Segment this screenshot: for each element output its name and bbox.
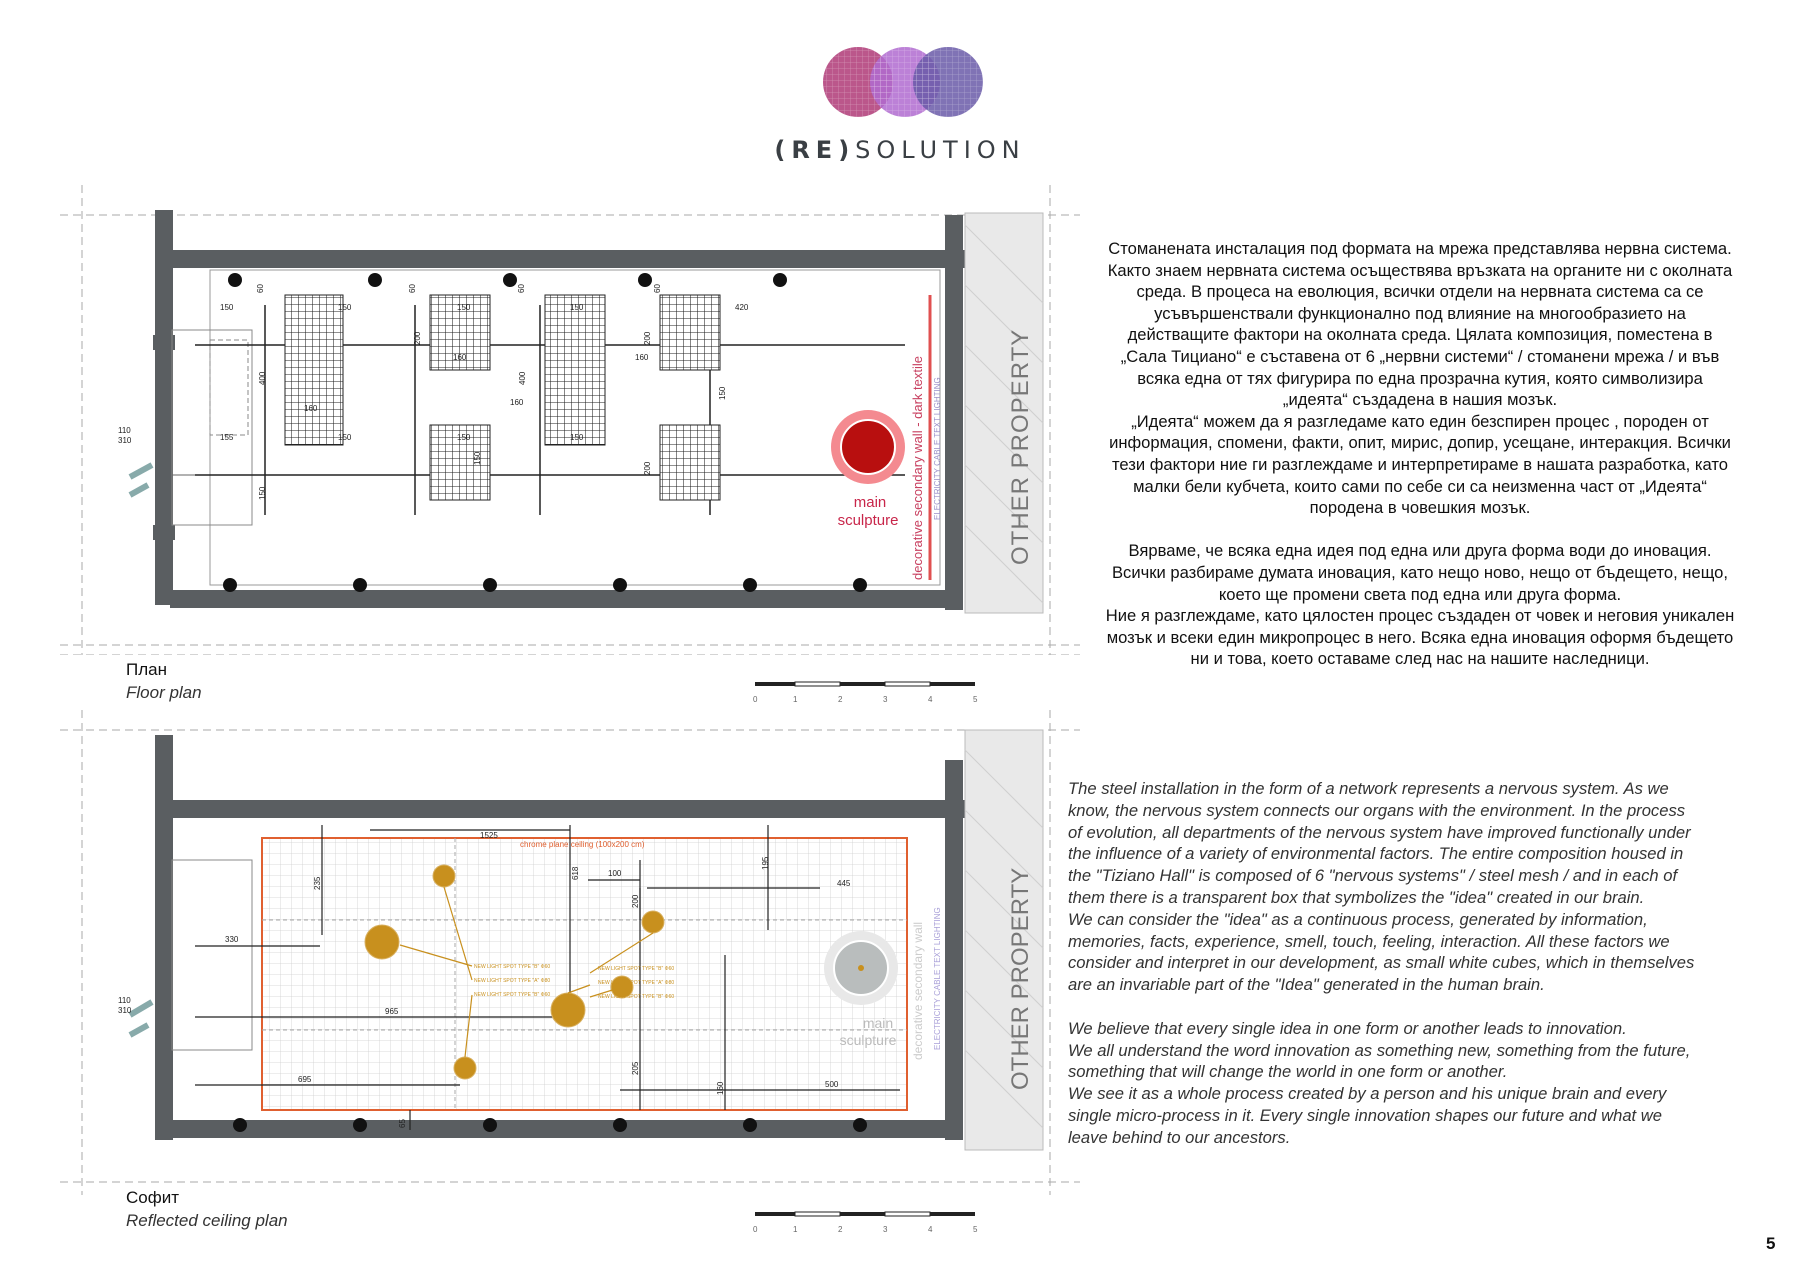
svg-text:420: 420 xyxy=(735,303,749,312)
brand-name: (RE)SOLUTION xyxy=(774,136,1026,164)
light-spot-3 xyxy=(454,1057,476,1079)
steel-mesh-1 xyxy=(285,295,343,445)
svg-text:2: 2 xyxy=(838,695,843,704)
sculpture-label-1: main xyxy=(853,494,887,511)
svg-text:150: 150 xyxy=(220,303,234,312)
decorative-wall-label-2: decorative secondary wall xyxy=(911,921,925,1060)
svg-text:110: 110 xyxy=(118,996,131,1005)
light-spot-5 xyxy=(642,911,664,933)
svg-text:60: 60 xyxy=(256,284,265,293)
svg-text:400: 400 xyxy=(518,371,527,385)
light-spot-2 xyxy=(433,865,455,887)
scale-bar-1 xyxy=(745,680,985,708)
svg-text:150: 150 xyxy=(338,303,352,312)
ceiling-plan-label-bg: Софит xyxy=(126,1188,180,1207)
svg-text:60: 60 xyxy=(408,284,417,293)
svg-text:155: 155 xyxy=(220,433,234,442)
sculpture-ghost-label-1: main xyxy=(862,1015,894,1031)
svg-text:150: 150 xyxy=(718,386,727,400)
svg-text:500: 500 xyxy=(825,1080,839,1089)
svg-text:60: 60 xyxy=(517,284,526,293)
svg-text:160: 160 xyxy=(510,398,524,407)
sculpture-ghost-label-2: sculpture xyxy=(839,1032,897,1048)
svg-text:400: 400 xyxy=(258,371,267,385)
svg-text:3: 3 xyxy=(883,1225,888,1234)
svg-text:160: 160 xyxy=(716,1081,725,1095)
main-sculpture xyxy=(841,420,895,474)
svg-text:150: 150 xyxy=(570,433,584,442)
brand-logo xyxy=(820,44,990,120)
other-property-label: OTHER PROPERTY xyxy=(1007,328,1034,565)
svg-text:5: 5 xyxy=(973,695,978,704)
svg-text:0: 0 xyxy=(753,1225,758,1234)
svg-text:195: 195 xyxy=(761,856,770,870)
ceiling-plan-label-en: Reflected ceiling plan xyxy=(126,1211,288,1230)
svg-text:100: 100 xyxy=(608,869,622,878)
svg-text:150: 150 xyxy=(338,433,352,442)
description-english: The steel installation in the form of a network represents a nervous system. As we know, the nervous system connects our organs with the environment. In the process of evolution, all departments of the nervous system have improved functionally under the influence of a variety of environmental factors. The entire composition housed in the "Tiziano Hall" is composed of 6 "nervous systems" / steel mesh / and in each of them there is a transparent box that symbolizes the "idea" created in our brain. We can consider the "idea" as a continuous process, generated by information, memories, facts, experience, smell, touch, feeling, interaction. All these factors we consider and interpret in our development, as small white cubes, which in themselves are an invariable part of the "Idea" generated in the human brain. We believe that every single idea in one form or another leads to innovation. We all understand the word innovation as something new, something from the future, something that will change the world in one form or another. We see it as a whole process created by a person and his unique brain and every single micro-process in it. Every single innovation shapes our future and what we leave behind to our ancestors. xyxy=(1068,779,1695,1147)
svg-text:150: 150 xyxy=(570,303,584,312)
floor-plan-drawing xyxy=(60,185,1080,655)
svg-text:695: 695 xyxy=(298,1075,312,1084)
svg-text:NEW LIGHT SPOT TYPE "B" Φ60: NEW LIGHT SPOT TYPE "B" Φ60 xyxy=(474,992,551,998)
svg-text:160: 160 xyxy=(304,404,318,413)
svg-text:65: 65 xyxy=(398,1119,407,1128)
page-number: 5 xyxy=(1766,1234,1776,1253)
svg-text:60: 60 xyxy=(653,284,662,293)
floor-plan-label-bg: План xyxy=(126,660,167,679)
svg-text:965: 965 xyxy=(385,1007,399,1016)
lighting-label: ELECTRICITY CABLE TEXT LIGHTING xyxy=(933,377,942,520)
lighting-label-2: ELECTRICITY CABLE TEXT LIGHTING xyxy=(933,907,942,1050)
svg-text:4: 4 xyxy=(928,695,933,704)
svg-text:0: 0 xyxy=(753,695,758,704)
svg-text:205: 205 xyxy=(631,1061,640,1075)
decorative-wall-label: decorative secondary wall - dark textile xyxy=(910,356,925,580)
svg-text:160: 160 xyxy=(635,353,649,362)
svg-text:NEW LIGHT SPOT TYPE "A" Φ80: NEW LIGHT SPOT TYPE "A" Φ80 xyxy=(598,980,675,986)
svg-text:150: 150 xyxy=(473,451,482,465)
svg-text:NEW LIGHT SPOT TYPE "B" Φ60: NEW LIGHT SPOT TYPE "B" Φ60 xyxy=(598,966,675,972)
svg-text:150: 150 xyxy=(258,486,267,500)
svg-text:200: 200 xyxy=(643,331,652,345)
chrome-ceiling xyxy=(262,838,907,1110)
floor-plan-label-en: Floor plan xyxy=(126,683,202,702)
steel-mesh-6 xyxy=(660,425,720,500)
other-property-label-2: OTHER PROPERTY xyxy=(1007,867,1034,1090)
ceiling-note: chrome plane ceiling (100x200 cm) xyxy=(520,840,645,849)
sculpture-label-2: sculpture xyxy=(837,512,899,529)
steel-mesh-4 xyxy=(545,295,605,445)
svg-text:150: 150 xyxy=(457,433,471,442)
svg-text:2: 2 xyxy=(838,1225,843,1234)
svg-text:200: 200 xyxy=(413,331,422,345)
svg-text:150: 150 xyxy=(457,303,471,312)
light-spot-4 xyxy=(551,993,585,1027)
svg-text:1525: 1525 xyxy=(480,831,498,840)
svg-text:NEW LIGHT SPOT TYPE "B" Φ60: NEW LIGHT SPOT TYPE "B" Φ60 xyxy=(474,964,551,970)
svg-text:110: 110 xyxy=(118,426,131,435)
svg-text:235: 235 xyxy=(313,876,322,890)
description-bulgarian: Стоманената инсталация под формата на мрежа представлява нервна система. Както знаем нервната система осъществява връзката на органите ни с околната среда. В процеса на еволюция, всички отдели на нервната система са се усъвършенствали функционално под влияние на многообразието на действащите фактори на околната среда. Цялата композиция, поместена в „Сала Тициано“ е съставена от 6 „нервни системи“ / стоманени мрежа / и във всяка една от тях фигурира по една прозрачна кутия, която символизира „идеята“ създадена в нашия мозък. „Идеята“ можем да я разгледаме като един безспирен процес , породен от информация, спомени, факти, опит, мирис, допир, усещане, интеракция. Всички тези фактори ние ги разглеждаме и интерпретираме в нашата разработка, като малки бели кубчета, които сами по себе си са неизменна част от „Идеята“ породена в човешкия мозък. Вярваме, че всяка една идея под една или друга форма води до иновация. Всички разбираме думата иновация, като нещо ново, нещо от бъдещето, нещо, което ще промени света под една или друга форма. Ние я разглеждаме, като цялостен процес създаден от човек и неговия уникален мозък и всеки един микропроцес в него. Всяка една иновация оформя бъдещето ни и това, което оставаме след нас на нашите наследници. xyxy=(1105,239,1735,669)
svg-text:200: 200 xyxy=(643,461,652,475)
svg-text:4: 4 xyxy=(928,1225,933,1234)
svg-text:5: 5 xyxy=(973,1225,978,1234)
svg-text:NEW LIGHT SPOT TYPE "B" Φ60: NEW LIGHT SPOT TYPE "B" Φ60 xyxy=(598,994,675,1000)
svg-text:NEW LIGHT SPOT TYPE "A" Φ80: NEW LIGHT SPOT TYPE "A" Φ80 xyxy=(474,978,551,984)
steel-mesh-5 xyxy=(660,295,720,370)
svg-text:310: 310 xyxy=(118,436,132,445)
svg-text:160: 160 xyxy=(453,353,467,362)
svg-text:618: 618 xyxy=(571,866,580,880)
svg-text:1: 1 xyxy=(793,1225,798,1234)
scale-bar-2 xyxy=(745,1210,985,1238)
svg-text:1: 1 xyxy=(793,695,798,704)
svg-text:200: 200 xyxy=(631,894,640,908)
svg-text:445: 445 xyxy=(837,879,851,888)
svg-text:3: 3 xyxy=(883,695,888,704)
svg-text:310: 310 xyxy=(118,1006,132,1015)
svg-text:330: 330 xyxy=(225,935,239,944)
ceiling-plan-drawing xyxy=(60,710,1080,1195)
light-spot-1 xyxy=(365,925,399,959)
